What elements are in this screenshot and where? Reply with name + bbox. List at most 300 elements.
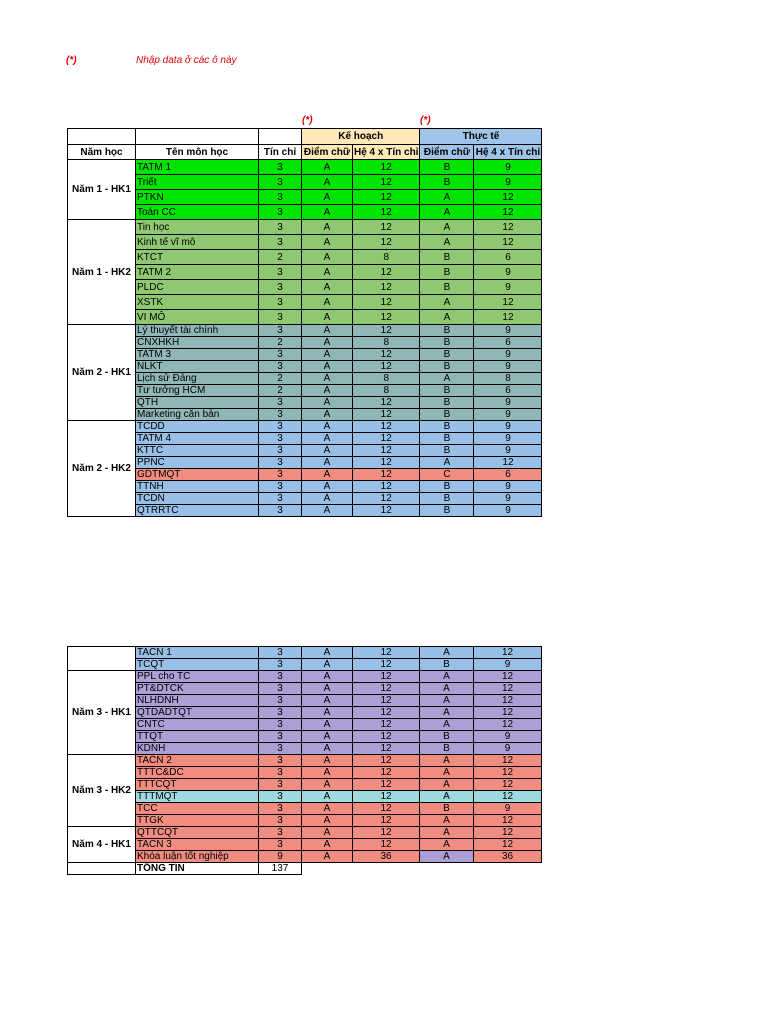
actual-grade-cell: A — [420, 190, 474, 205]
table-row — [68, 827, 542, 839]
credits-cell: 3 — [259, 647, 302, 659]
table-row — [68, 421, 542, 433]
subject-cell: TATM 3 — [136, 349, 259, 361]
plan-score-cell: 12 — [353, 190, 420, 205]
actual-grade-cell: B — [420, 481, 474, 493]
subject-cell: CNTC — [136, 719, 259, 731]
plan-score-cell: 12 — [353, 349, 420, 361]
subject-cell: TTTCQT — [136, 779, 259, 791]
credits-cell: 3 — [259, 361, 302, 373]
header-actual-grade: Điểm chữ — [420, 145, 474, 160]
actual-grade-cell: B — [420, 325, 474, 337]
credits-cell: 3 — [259, 791, 302, 803]
header-blank — [68, 129, 136, 145]
subject-cell: NLKT — [136, 361, 259, 373]
credits-cell: 3 — [259, 767, 302, 779]
actual-score-cell: 9 — [474, 433, 542, 445]
year-term-cell: Năm 3 - HK2 — [68, 755, 136, 827]
header-blank — [259, 129, 302, 145]
plan-score-cell: 12 — [353, 481, 420, 493]
actual-score-cell: 9 — [474, 493, 542, 505]
plan-grade-cell: A — [302, 659, 353, 671]
table-row — [68, 280, 542, 295]
table-row — [68, 505, 542, 517]
subject-cell: QTDADTQT — [136, 707, 259, 719]
plan-grade-cell: A — [302, 373, 353, 385]
actual-score-cell: 12 — [474, 220, 542, 235]
year-term-cell — [68, 647, 136, 671]
plan-grade-cell: A — [302, 220, 353, 235]
credits-cell: 3 — [259, 160, 302, 175]
table-row — [68, 731, 542, 743]
plan-score-cell: 12 — [353, 445, 420, 457]
year-term-cell: Năm 1 - HK2 — [68, 220, 136, 325]
header-actual: Thực tế — [420, 129, 542, 145]
header-plan: Kế hoạch — [302, 129, 420, 145]
actual-star-marker: (*) — [420, 115, 431, 126]
credits-cell: 2 — [259, 373, 302, 385]
plan-score-cell: 12 — [353, 325, 420, 337]
table-row — [68, 743, 542, 755]
actual-grade-cell: B — [420, 337, 474, 349]
subject-cell: QTH — [136, 397, 259, 409]
credits-cell: 9 — [259, 851, 302, 863]
table-row — [68, 373, 542, 385]
actual-score-cell: 8 — [474, 373, 542, 385]
plan-grade-cell: A — [302, 493, 353, 505]
grades-table-page1 — [67, 128, 542, 517]
credits-cell: 3 — [259, 779, 302, 791]
actual-grade-cell: B — [420, 349, 474, 361]
actual-grade-cell: A — [420, 767, 474, 779]
plan-score-cell: 12 — [353, 160, 420, 175]
subject-cell: TCQT — [136, 659, 259, 671]
actual-score-cell: 9 — [474, 409, 542, 421]
credits-cell: 3 — [259, 235, 302, 250]
plan-score-cell: 12 — [353, 310, 420, 325]
plan-score-cell: 36 — [353, 851, 420, 863]
subject-cell: Tin học — [136, 220, 259, 235]
actual-grade-cell: B — [420, 505, 474, 517]
subject-cell: CNXHKH — [136, 337, 259, 349]
credits-cell: 3 — [259, 671, 302, 683]
actual-grade-cell: A — [420, 695, 474, 707]
total-value: 137 — [259, 863, 302, 875]
actual-score-cell: 6 — [474, 385, 542, 397]
plan-score-cell: 12 — [353, 265, 420, 280]
plan-grade-cell: A — [302, 190, 353, 205]
credits-cell: 3 — [259, 220, 302, 235]
actual-grade-cell: A — [420, 707, 474, 719]
actual-score-cell: 12 — [474, 190, 542, 205]
table-row — [68, 265, 542, 280]
subject-cell: Tư tưởng HCM — [136, 385, 259, 397]
plan-score-cell: 8 — [353, 337, 420, 349]
table-row — [68, 205, 542, 220]
subject-cell: VI MÔ — [136, 310, 259, 325]
plan-score-cell: 12 — [353, 755, 420, 767]
plan-grade-cell: A — [302, 469, 353, 481]
subject-cell: TCDD — [136, 421, 259, 433]
plan-grade-cell: A — [302, 457, 353, 469]
actual-grade-cell: A — [420, 851, 474, 863]
credits-cell: 3 — [259, 310, 302, 325]
table-row — [68, 839, 542, 851]
credits-cell: 2 — [259, 385, 302, 397]
actual-score-cell: 9 — [474, 397, 542, 409]
actual-grade-cell: B — [420, 160, 474, 175]
credits-cell: 3 — [259, 457, 302, 469]
subject-cell: TTNH — [136, 481, 259, 493]
credits-cell: 3 — [259, 803, 302, 815]
table-row — [68, 250, 542, 265]
actual-grade-cell: B — [420, 445, 474, 457]
credits-cell: 3 — [259, 190, 302, 205]
actual-score-cell: 9 — [474, 445, 542, 457]
plan-grade-cell: A — [302, 310, 353, 325]
actual-score-cell: 12 — [474, 791, 542, 803]
plan-score-cell: 8 — [353, 373, 420, 385]
year-term-cell: Năm 4 - HK1 — [68, 827, 136, 863]
table-row — [68, 803, 542, 815]
subject-cell: PLDC — [136, 280, 259, 295]
table-row — [68, 659, 542, 671]
header-row-columns — [68, 145, 542, 160]
plan-score-cell: 12 — [353, 295, 420, 310]
plan-grade-cell: A — [302, 385, 353, 397]
table-row — [68, 469, 542, 481]
actual-grade-cell: B — [420, 493, 474, 505]
actual-grade-cell: A — [420, 683, 474, 695]
plan-grade-cell: A — [302, 205, 353, 220]
credits-cell: 3 — [259, 280, 302, 295]
plan-grade-cell: A — [302, 505, 353, 517]
actual-grade-cell: B — [420, 280, 474, 295]
credits-cell: 3 — [259, 695, 302, 707]
plan-grade-cell: A — [302, 791, 353, 803]
plan-score-cell: 12 — [353, 839, 420, 851]
actual-grade-cell: A — [420, 310, 474, 325]
actual-score-cell: 6 — [474, 469, 542, 481]
table-row — [68, 481, 542, 493]
table-row — [68, 445, 542, 457]
plan-grade-cell: A — [302, 349, 353, 361]
plan-score-cell: 12 — [353, 361, 420, 373]
plan-grade-cell: A — [302, 731, 353, 743]
actual-score-cell: 12 — [474, 457, 542, 469]
plan-score-cell: 12 — [353, 803, 420, 815]
plan-score-cell: 12 — [353, 493, 420, 505]
plan-grade-cell: A — [302, 779, 353, 791]
table-row — [68, 815, 542, 827]
actual-score-cell: 36 — [474, 851, 542, 863]
total-blank — [68, 863, 136, 875]
plan-grade-cell: A — [302, 671, 353, 683]
actual-grade-cell: A — [420, 815, 474, 827]
grades-table-page2 — [67, 646, 542, 875]
actual-grade-cell: A — [420, 779, 474, 791]
actual-score-cell: 9 — [474, 280, 542, 295]
actual-grade-cell: A — [420, 827, 474, 839]
actual-score-cell: 12 — [474, 767, 542, 779]
plan-score-cell: 8 — [353, 385, 420, 397]
plan-grade-cell: A — [302, 295, 353, 310]
subject-cell: Toán CC — [136, 205, 259, 220]
subject-cell: Triết — [136, 175, 259, 190]
header-plan-grade: Điểm chữ — [302, 145, 353, 160]
plan-star-marker: (*) — [302, 115, 313, 126]
header-row-group — [68, 129, 542, 145]
table-row — [68, 295, 542, 310]
subject-cell: TATM 4 — [136, 433, 259, 445]
credits-cell: 3 — [259, 175, 302, 190]
actual-grade-cell: A — [420, 791, 474, 803]
plan-grade-cell: A — [302, 361, 353, 373]
table-row — [68, 767, 542, 779]
actual-grade-cell: A — [420, 755, 474, 767]
subject-cell: NLHDNH — [136, 695, 259, 707]
subject-cell: KDNH — [136, 743, 259, 755]
actual-score-cell: 12 — [474, 707, 542, 719]
actual-score-cell: 12 — [474, 683, 542, 695]
plan-grade-cell: A — [302, 827, 353, 839]
credits-cell: 3 — [259, 827, 302, 839]
subject-cell: TACN 1 — [136, 647, 259, 659]
credits-cell: 3 — [259, 469, 302, 481]
table-row — [68, 385, 542, 397]
credits-cell: 3 — [259, 707, 302, 719]
header-blank — [136, 129, 259, 145]
actual-score-cell: 9 — [474, 481, 542, 493]
actual-grade-cell: B — [420, 421, 474, 433]
plan-grade-cell: A — [302, 160, 353, 175]
plan-score-cell: 12 — [353, 743, 420, 755]
credits-cell: 2 — [259, 250, 302, 265]
table-row — [68, 325, 542, 337]
plan-score-cell: 12 — [353, 469, 420, 481]
actual-score-cell: 9 — [474, 325, 542, 337]
total-label: TỔNG TÍN — [136, 863, 259, 875]
subject-cell: GDTMQT — [136, 469, 259, 481]
subject-cell: TACN 2 — [136, 755, 259, 767]
credits-cell: 3 — [259, 683, 302, 695]
actual-grade-cell: B — [420, 385, 474, 397]
subject-cell: Kinh tế vĩ mô — [136, 235, 259, 250]
subject-cell: KTTC — [136, 445, 259, 457]
plan-score-cell: 12 — [353, 397, 420, 409]
subject-cell: TTTMQT — [136, 791, 259, 803]
credits-cell: 3 — [259, 659, 302, 671]
actual-grade-cell: B — [420, 175, 474, 190]
subject-cell: TTTC&DC — [136, 767, 259, 779]
actual-score-cell: 9 — [474, 349, 542, 361]
actual-score-cell: 9 — [474, 175, 542, 190]
actual-score-cell: 12 — [474, 695, 542, 707]
subject-cell: Marketing căn bản — [136, 409, 259, 421]
actual-score-cell: 12 — [474, 839, 542, 851]
actual-score-cell: 9 — [474, 361, 542, 373]
credits-cell: 3 — [259, 325, 302, 337]
plan-score-cell: 12 — [353, 827, 420, 839]
actual-score-cell: 12 — [474, 779, 542, 791]
plan-grade-cell: A — [302, 851, 353, 863]
actual-score-cell: 9 — [474, 505, 542, 517]
actual-score-cell: 12 — [474, 205, 542, 220]
table-row — [68, 349, 542, 361]
actual-score-cell: 9 — [474, 731, 542, 743]
table-row — [68, 791, 542, 803]
actual-grade-cell: B — [420, 250, 474, 265]
plan-grade-cell: A — [302, 481, 353, 493]
plan-grade-cell: A — [302, 265, 353, 280]
credits-cell: 3 — [259, 397, 302, 409]
plan-grade-cell: A — [302, 409, 353, 421]
subject-cell: PPNC — [136, 457, 259, 469]
subject-cell: TCDN — [136, 493, 259, 505]
credits-cell: 3 — [259, 205, 302, 220]
actual-score-cell: 12 — [474, 647, 542, 659]
plan-grade-cell: A — [302, 175, 353, 190]
table-row — [68, 160, 542, 175]
table-row — [68, 683, 542, 695]
actual-score-cell: 12 — [474, 671, 542, 683]
actual-grade-cell: B — [420, 361, 474, 373]
table-row — [68, 851, 542, 863]
plan-score-cell: 12 — [353, 695, 420, 707]
actual-grade-cell: B — [420, 731, 474, 743]
subject-cell: TCC — [136, 803, 259, 815]
table-row — [68, 695, 542, 707]
credits-cell: 2 — [259, 337, 302, 349]
subject-cell: TATM 1 — [136, 160, 259, 175]
header-year: Năm học — [68, 145, 136, 160]
credits-cell: 3 — [259, 731, 302, 743]
actual-score-cell: 12 — [474, 755, 542, 767]
plan-grade-cell: A — [302, 767, 353, 779]
plan-score-cell: 12 — [353, 433, 420, 445]
credits-cell: 3 — [259, 743, 302, 755]
actual-grade-cell: B — [420, 433, 474, 445]
plan-score-cell: 12 — [353, 683, 420, 695]
plan-grade-cell: A — [302, 280, 353, 295]
credits-cell: 3 — [259, 493, 302, 505]
table-row — [68, 433, 542, 445]
plan-score-cell: 12 — [353, 235, 420, 250]
plan-score-cell: 12 — [353, 280, 420, 295]
plan-score-cell: 12 — [353, 421, 420, 433]
year-term-cell: Năm 3 - HK1 — [68, 671, 136, 755]
credits-cell: 3 — [259, 839, 302, 851]
plan-grade-cell: A — [302, 743, 353, 755]
header-subject: Tên môn học — [136, 145, 259, 160]
plan-score-cell: 12 — [353, 815, 420, 827]
credits-cell: 3 — [259, 719, 302, 731]
plan-grade-cell: A — [302, 433, 353, 445]
plan-grade-cell: A — [302, 421, 353, 433]
table-row — [68, 719, 542, 731]
table-row — [68, 671, 542, 683]
credits-cell: 3 — [259, 421, 302, 433]
table-row — [68, 647, 542, 659]
actual-grade-cell: A — [420, 647, 474, 659]
actual-grade-cell: A — [420, 719, 474, 731]
credits-cell: 3 — [259, 433, 302, 445]
subject-cell: Lịch sử Đảng — [136, 373, 259, 385]
actual-grade-cell: B — [420, 265, 474, 280]
header-credits: Tín chỉ — [259, 145, 302, 160]
actual-grade-cell: B — [420, 803, 474, 815]
actual-grade-cell: B — [420, 659, 474, 671]
plan-grade-cell: A — [302, 325, 353, 337]
table-row — [68, 337, 542, 349]
plan-grade-cell: A — [302, 707, 353, 719]
credits-cell: 3 — [259, 445, 302, 457]
credits-cell: 3 — [259, 349, 302, 361]
actual-grade-cell: C — [420, 469, 474, 481]
plan-grade-cell: A — [302, 337, 353, 349]
plan-score-cell: 12 — [353, 205, 420, 220]
actual-grade-cell: A — [420, 295, 474, 310]
table-row — [68, 409, 542, 421]
subject-cell: TTQT — [136, 731, 259, 743]
table-row — [68, 220, 542, 235]
actual-grade-cell: A — [420, 457, 474, 469]
plan-grade-cell: A — [302, 647, 353, 659]
actual-score-cell: 12 — [474, 827, 542, 839]
actual-grade-cell: A — [420, 839, 474, 851]
plan-grade-cell: A — [302, 445, 353, 457]
actual-score-cell: 12 — [474, 815, 542, 827]
plan-score-cell: 12 — [353, 175, 420, 190]
plan-score-cell: 12 — [353, 707, 420, 719]
subject-cell: PT&DTCK — [136, 683, 259, 695]
subject-cell: TACN 3 — [136, 839, 259, 851]
actual-score-cell: 9 — [474, 659, 542, 671]
subject-cell: TATM 2 — [136, 265, 259, 280]
subject-cell: PTKN — [136, 190, 259, 205]
plan-grade-cell: A — [302, 815, 353, 827]
actual-score-cell: 6 — [474, 250, 542, 265]
plan-score-cell: 12 — [353, 671, 420, 683]
plan-score-cell: 12 — [353, 659, 420, 671]
subject-cell: TTGK — [136, 815, 259, 827]
actual-score-cell: 9 — [474, 743, 542, 755]
plan-grade-cell: A — [302, 803, 353, 815]
plan-score-cell: 12 — [353, 791, 420, 803]
plan-grade-cell: A — [302, 683, 353, 695]
credits-cell: 3 — [259, 481, 302, 493]
subject-cell: XSTK — [136, 295, 259, 310]
actual-grade-cell: B — [420, 397, 474, 409]
credits-cell: 3 — [259, 295, 302, 310]
plan-score-cell: 12 — [353, 220, 420, 235]
plan-grade-cell: A — [302, 397, 353, 409]
year-term-cell: Năm 2 - HK1 — [68, 325, 136, 421]
plan-grade-cell: A — [302, 695, 353, 707]
plan-grade-cell: A — [302, 235, 353, 250]
subject-cell: QTRRTC — [136, 505, 259, 517]
actual-grade-cell: A — [420, 235, 474, 250]
plan-score-cell: 12 — [353, 409, 420, 421]
actual-grade-cell: B — [420, 409, 474, 421]
table-row — [68, 779, 542, 791]
header-actual-score: Hệ 4 x Tín chỉ — [475, 146, 541, 158]
total-row — [68, 863, 542, 875]
plan-grade-cell: A — [302, 839, 353, 851]
actual-grade-cell: A — [420, 205, 474, 220]
plan-score-cell: 12 — [353, 779, 420, 791]
credits-cell: 3 — [259, 409, 302, 421]
